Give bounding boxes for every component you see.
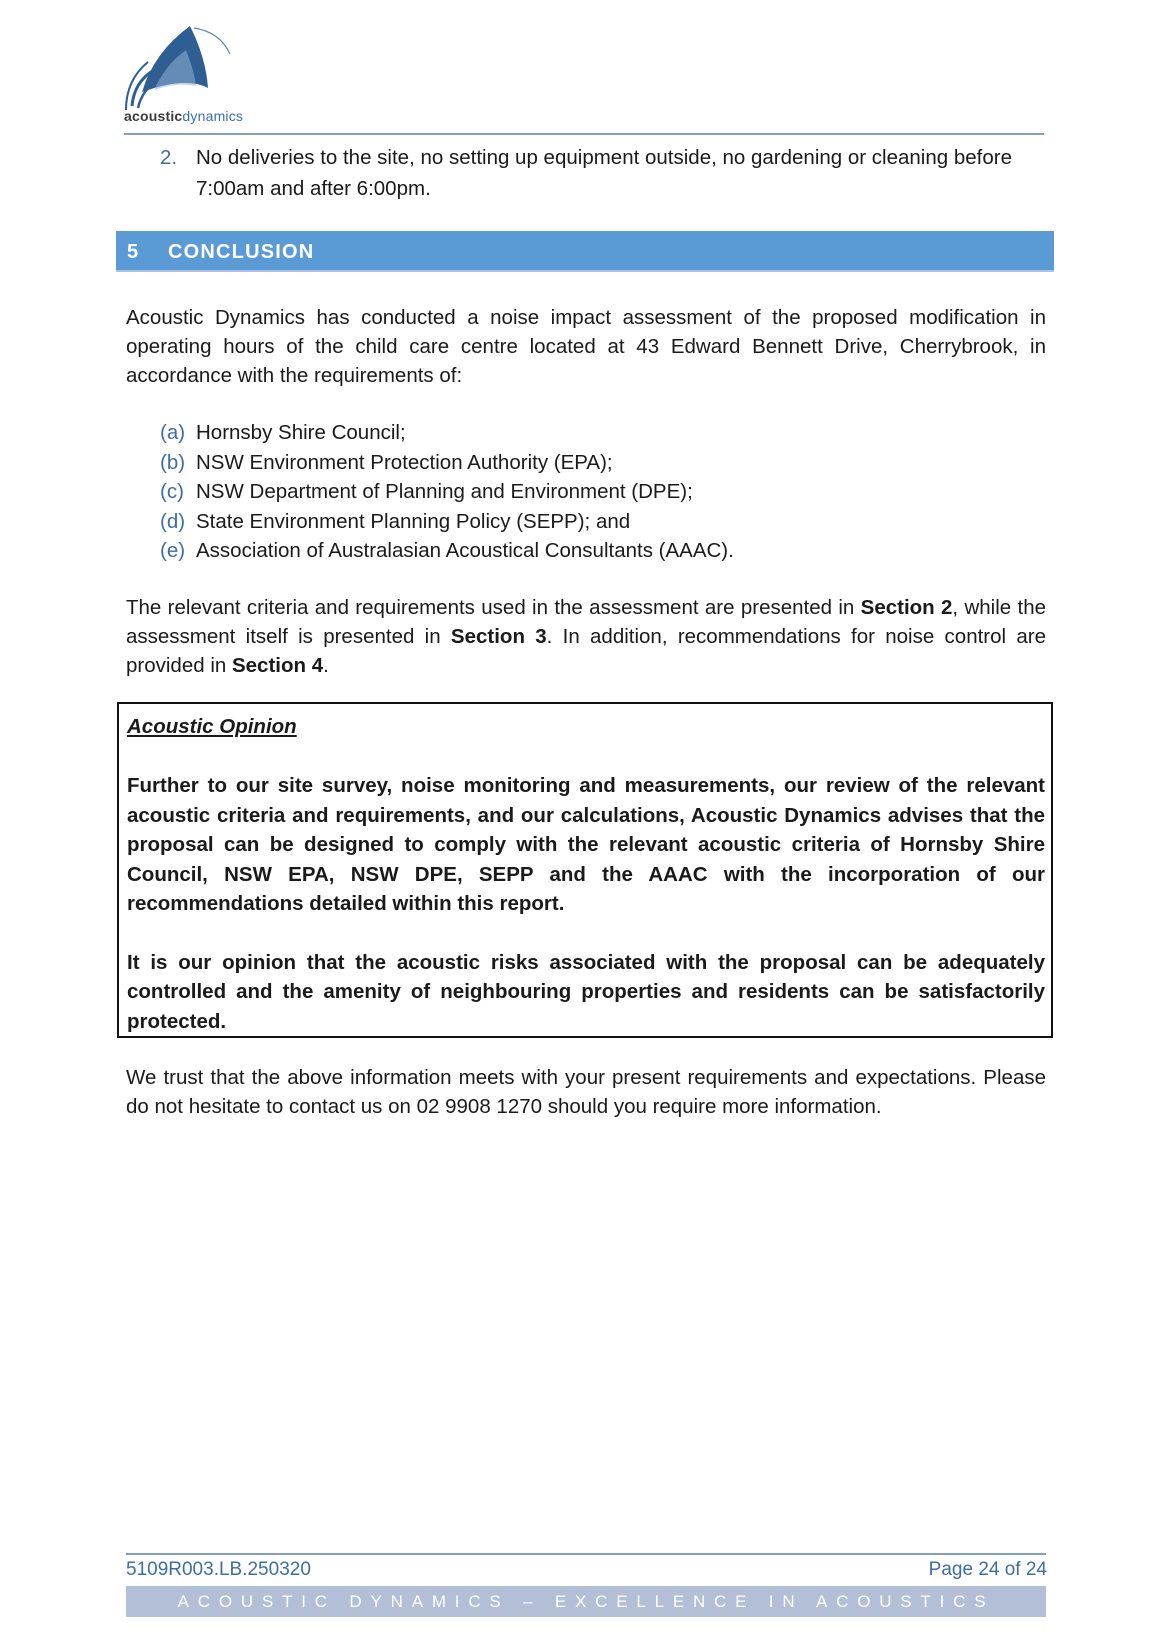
criteria-text-3: . In addition, recommendations for noise control are provided in bbox=[126, 625, 1046, 677]
header-divider bbox=[124, 133, 1044, 135]
logo-wordmark bbox=[124, 108, 243, 124]
section-2-ref: Section 2 bbox=[860, 596, 953, 619]
list-label: (c) bbox=[160, 480, 184, 503]
section-3-ref: Section 3 bbox=[450, 625, 547, 648]
criteria-text-1: The relevant criteria and requirements used in the assessment are presented in bbox=[126, 596, 861, 619]
list-text: State Environment Planning Policy (SEPP); and bbox=[196, 509, 631, 533]
section-4-ref: Section 4 bbox=[231, 654, 324, 677]
criteria-text-4: . bbox=[323, 654, 329, 677]
list-text: Hornsby Shire Council; bbox=[196, 421, 406, 444]
section-title: CONCLUSION bbox=[168, 241, 315, 263]
numbered-list-item bbox=[160, 142, 1045, 204]
footer-divider bbox=[126, 1553, 1046, 1555]
list-label: (d) bbox=[160, 509, 186, 533]
item-number: 2. bbox=[160, 146, 178, 169]
logo-word-bold: acoustic bbox=[124, 108, 183, 124]
list-item bbox=[160, 418, 734, 448]
opinion-title: Acoustic Opinion bbox=[127, 715, 297, 738]
page-number: Page 24 of 24 bbox=[928, 1559, 1047, 1580]
section-heading bbox=[116, 231, 1054, 272]
section-number: 5 bbox=[127, 241, 140, 263]
intro-paragraph: Acoustic Dynamics has conducted a noise impact assessment of the proposed modification in operating hours of the child care centre located at 43 Edward Bennett Drive, Cherrybrook, in accordance with the requirements of: bbox=[126, 306, 1046, 387]
opinion-paragraph-2: It is our opinion that the acoustic risks associated with the proposal can be adequately controlled and the amenity of neighbouring properties and residents can be satisfactorily protected. bbox=[127, 950, 1045, 1033]
opinion-paragraph-1: Further to our site survey, noise monitoring and measurements, our review of the relevant acoustic criteria and requirements, and our calculations, Acoustic Dynamics advises that the proposal can be designed to comply with the relevant acoustic criteria of Hornsby Shire Council, NSW EPA, NSW DPE, SEPP and the AAAC with the incorporation of our recommendations detailed within this report. bbox=[127, 774, 1045, 915]
footer-tagline: ACOUSTIC DYNAMICS – EXCELLENCE IN ACOUSTICS bbox=[126, 1586, 1046, 1617]
list-item bbox=[160, 448, 734, 478]
list-text: NSW Environment Protection Authority (EPA); bbox=[196, 450, 613, 474]
list-label: (e) bbox=[160, 539, 186, 562]
list-item bbox=[160, 477, 734, 507]
report-reference: 5109R003.LB.250320 bbox=[126, 1559, 311, 1580]
list-item bbox=[160, 507, 734, 537]
requirements-list bbox=[160, 418, 734, 566]
list-text: Association of Australasian Acoustical Consultants (AAAC). bbox=[196, 539, 734, 562]
company-logo bbox=[124, 22, 254, 130]
acoustic-opinion-box bbox=[117, 702, 1053, 1038]
logo-sails-icon bbox=[124, 22, 234, 114]
criteria-text-2: , while the assessment itself is presented in bbox=[126, 596, 1046, 648]
logo-word-light: dynamics bbox=[182, 108, 244, 124]
criteria-paragraph bbox=[126, 593, 1046, 680]
list-label: (b) bbox=[160, 450, 186, 474]
item-text: No deliveries to the site, no setting up equipment outside, no gardening or cleaning before 7:00am and after 6:00pm. bbox=[196, 146, 1012, 200]
list-item bbox=[160, 536, 734, 566]
list-text: NSW Department of Planning and Environment (DPE); bbox=[196, 480, 693, 503]
list-label: (a) bbox=[160, 421, 186, 444]
closing-paragraph: We trust that the above information meets with your present requirements and expectations. Please do not hesitate to contact us on 02 9908 1270 should you require more information. bbox=[126, 1066, 1046, 1118]
